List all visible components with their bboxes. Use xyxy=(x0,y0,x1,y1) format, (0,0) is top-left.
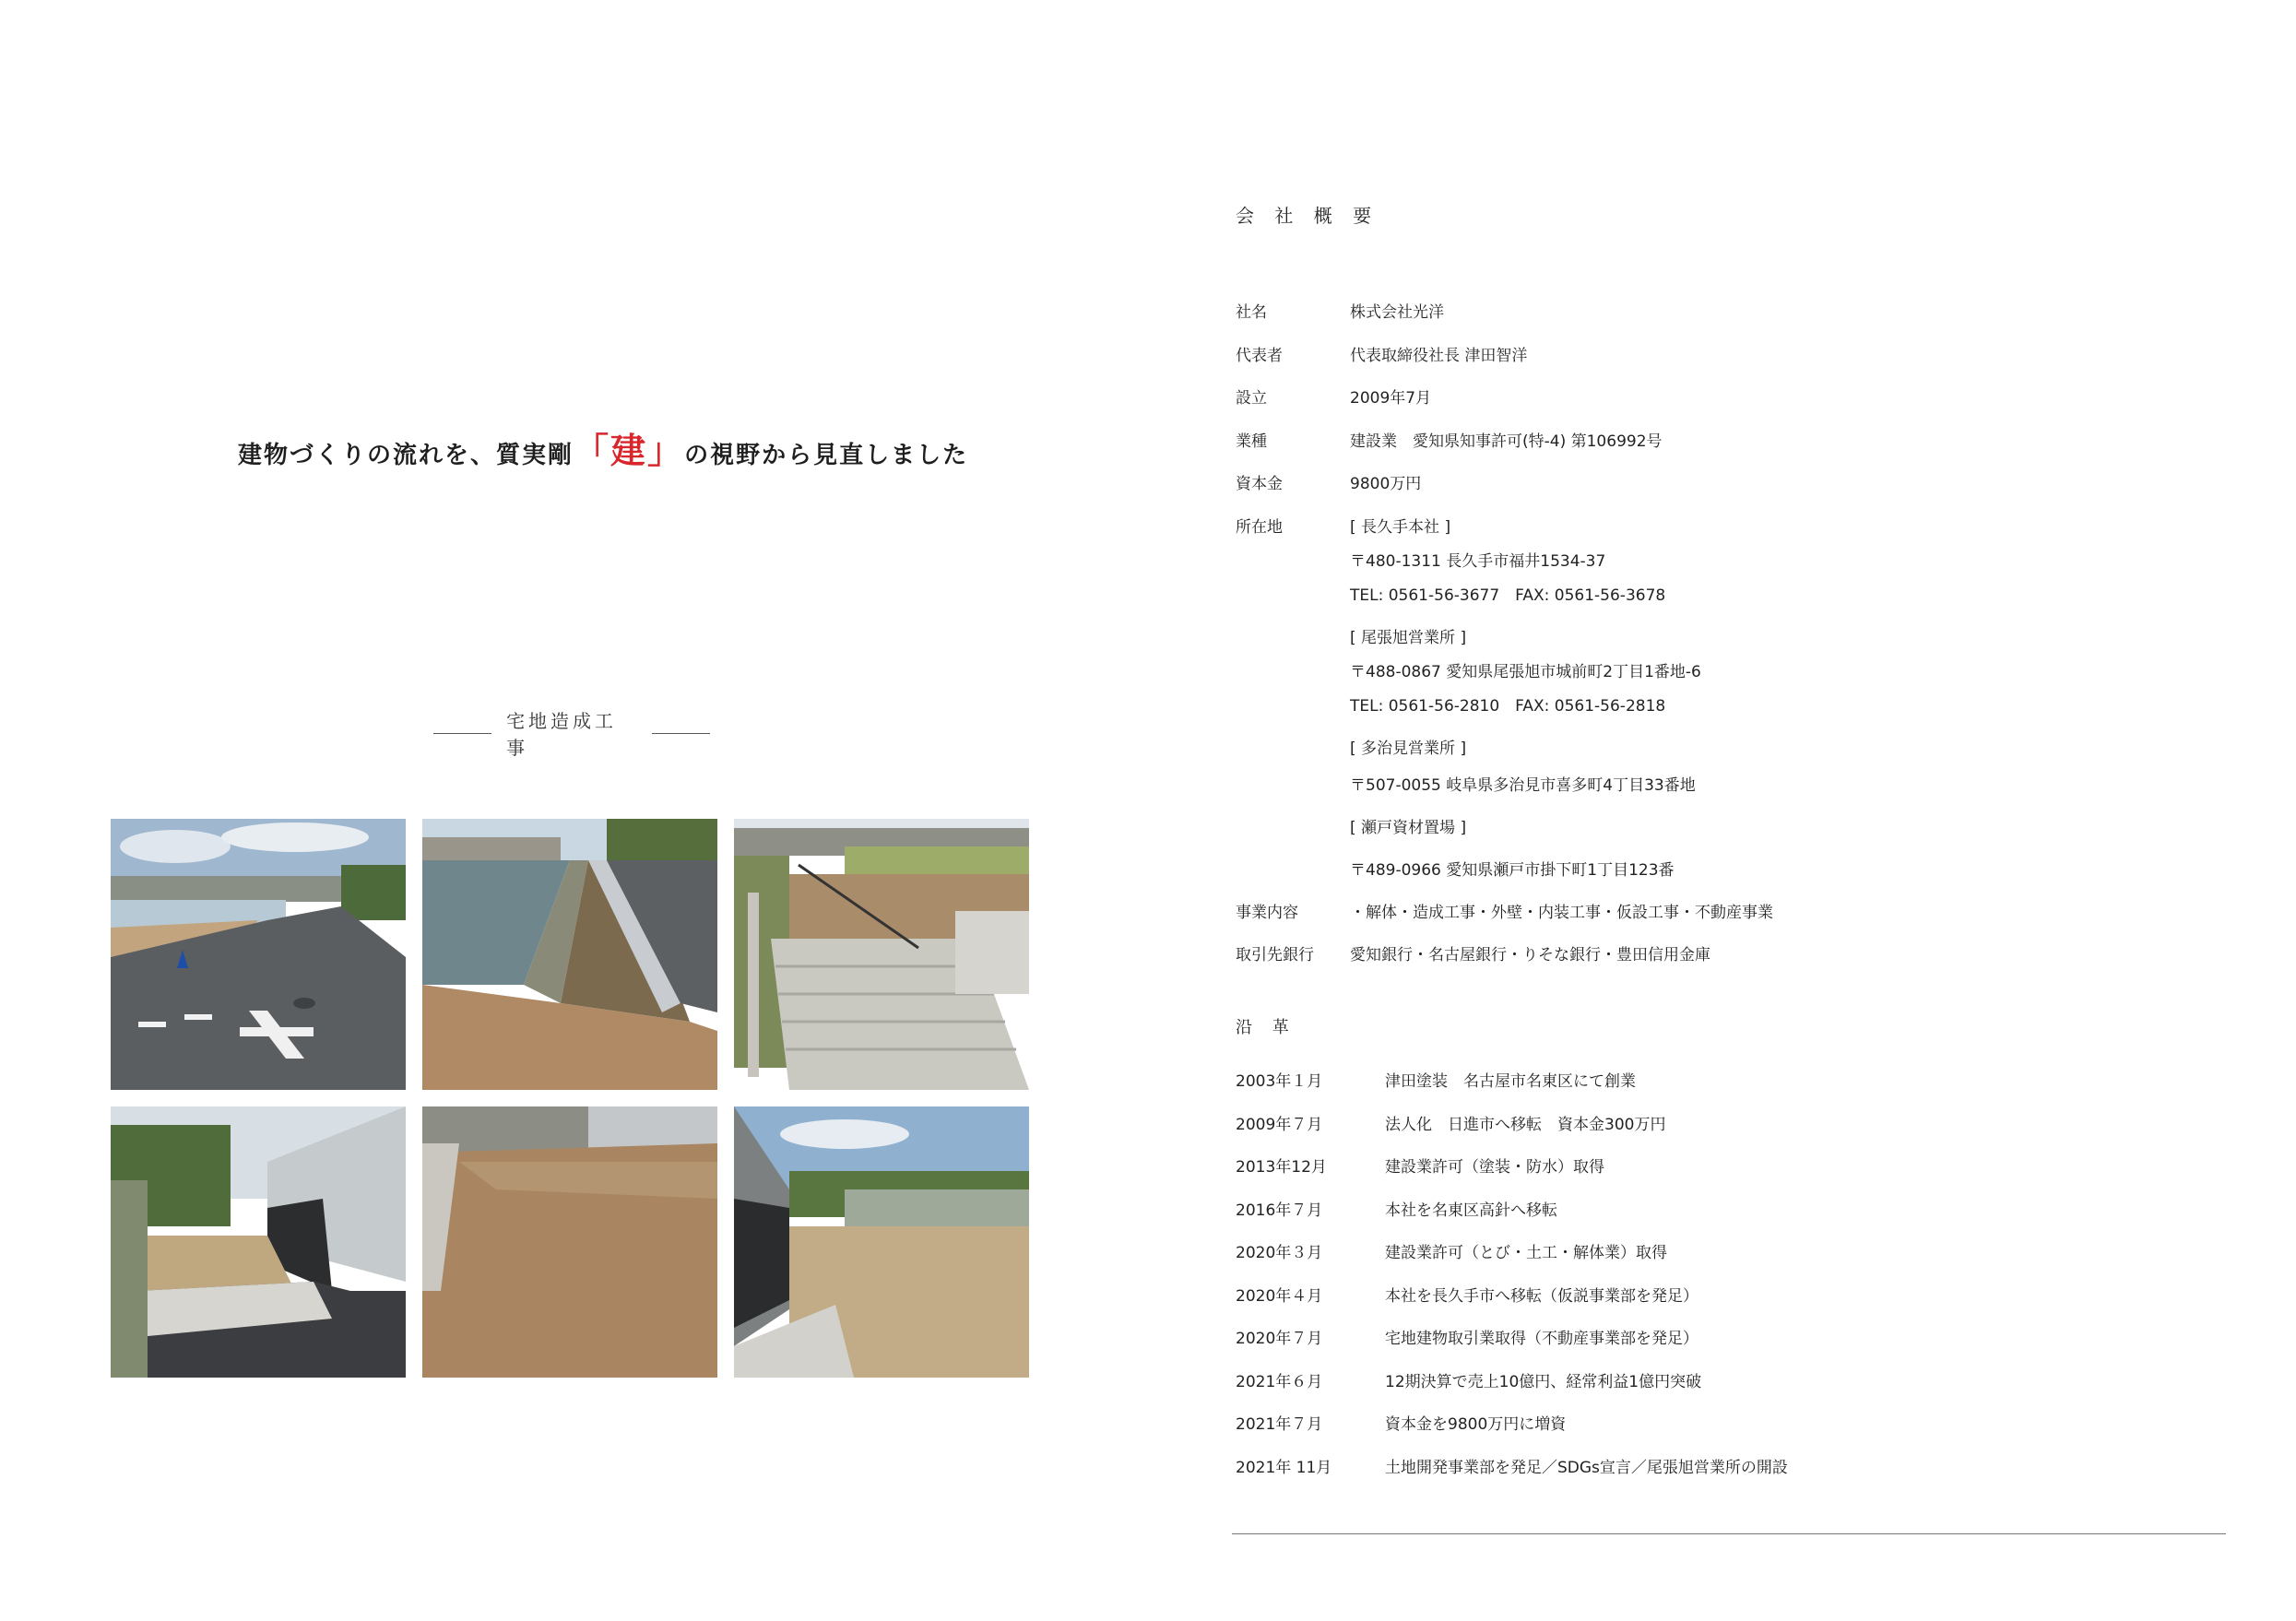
location-heading: [ 長久手本社 ] xyxy=(1350,517,1451,537)
headline-bracket-open: 「 xyxy=(574,431,611,471)
photo-fence-path xyxy=(111,1106,406,1378)
location-heading: [ 瀬戸資材置場 ] xyxy=(1350,818,1467,837)
location-address: 〒480-1311 長久手市福井1534-37 xyxy=(1350,551,1606,571)
history-item xyxy=(1236,1411,1936,1454)
location-address: 〒507-0055 岐阜県多治見市喜多町4丁目33番地 xyxy=(1350,775,1696,795)
profile-key: 取引先銀行 xyxy=(1236,946,1314,964)
history-item xyxy=(1236,1111,1936,1154)
headline-accent-kanji: 建 xyxy=(610,431,648,471)
history-item xyxy=(1236,1154,1936,1197)
profile-row-industry xyxy=(1236,428,1863,471)
profile-row-capital xyxy=(1236,470,1863,514)
profile-value: 愛知銀行・名古屋銀行・りそな銀行・豊田信用金庫 xyxy=(1350,946,1710,964)
history-date: 2021年 11月 xyxy=(1236,1458,1332,1477)
company-profile-table xyxy=(1236,299,1863,985)
history-item xyxy=(1236,1325,1936,1368)
history-date: 2020年７月 xyxy=(1236,1330,1323,1348)
location-heading: [ 多治見営業所 ] xyxy=(1350,739,1467,758)
profile-key: 所在地 xyxy=(1236,517,1283,537)
profile-key: 事業内容 xyxy=(1236,903,1298,922)
section-label-text: 宅地造成工事 xyxy=(506,710,618,759)
history-date: 2013年12月 xyxy=(1236,1158,1327,1177)
profile-value: 株式会社光洋 xyxy=(1350,303,1444,322)
photo-lot-fence xyxy=(734,1106,1029,1378)
history-date: 2009年７月 xyxy=(1236,1115,1323,1134)
location-phone: TEL: 0561-56-2810 FAX: 0561-56-2818 xyxy=(1350,696,1666,716)
location-address: 〒488-0867 愛知県尾張旭市城前町2丁目1番地-6 xyxy=(1350,662,1701,681)
profile-value: 代表取締役社長 津田智洋 xyxy=(1350,346,1528,365)
headline-text-before: 建物づくりの流れを、質実剛 xyxy=(238,442,574,469)
history-date: 2021年７月 xyxy=(1236,1415,1323,1434)
history-date: 2020年４月 xyxy=(1236,1286,1323,1306)
headline-bracket-close: 」 xyxy=(647,431,685,471)
profile-value: 2009年7月 xyxy=(1350,389,1432,408)
history-item xyxy=(1236,1068,1936,1111)
history-list xyxy=(1236,1068,1936,1497)
history-event: 建設業許可（塗装・防水）取得 xyxy=(1385,1158,1604,1177)
profile-row-representative xyxy=(1236,342,1863,385)
location-heading: [ 尾張旭営業所 ] xyxy=(1350,628,1467,647)
history-event: 本社を名東区高針へ移転 xyxy=(1385,1201,1557,1220)
history-event: 建設業許可（とび・土工・解体業）取得 xyxy=(1385,1244,1667,1262)
history-event: 12期決算で売上10億円、経常利益1億円突破 xyxy=(1385,1372,1702,1391)
history-item xyxy=(1236,1368,1936,1412)
history-event: 宅地建物取引業取得（不動産事業部を発足） xyxy=(1385,1330,1698,1348)
section-rule-left xyxy=(433,733,491,734)
profile-key: 資本金 xyxy=(1236,475,1283,493)
history-event: 資本金を9800万円に増資 xyxy=(1385,1415,1567,1434)
profile-key: 業種 xyxy=(1236,432,1267,451)
profile-value: ・解体・造成工事・外壁・内装工事・仮設工事・不動産事業 xyxy=(1350,903,1773,922)
history-item xyxy=(1236,1283,1936,1326)
photo-dirt-lot xyxy=(422,1106,717,1378)
bottom-divider xyxy=(1232,1533,2226,1534)
profile-row-banks xyxy=(1236,941,1863,985)
headline xyxy=(238,422,969,473)
history-date: 2021年６月 xyxy=(1236,1372,1323,1391)
profile-row-business xyxy=(1236,899,1863,942)
section-rule-right xyxy=(652,733,710,734)
history-event: 法人化 日進市へ移転 資本金300万円 xyxy=(1385,1115,1666,1134)
profile-row-established xyxy=(1236,385,1863,428)
section-label xyxy=(433,710,710,759)
profile-row-name xyxy=(1236,299,1863,342)
history-event: 土地開発事業部を発足／SDGs宣言／尾張旭営業所の開設 xyxy=(1385,1458,1788,1477)
profile-key: 代表者 xyxy=(1236,346,1283,365)
profile-value: 9800万円 xyxy=(1350,475,1422,493)
profile-key: 設立 xyxy=(1236,389,1267,408)
headline-text-after: の視野から見直しました xyxy=(684,442,969,469)
profile-row-locations xyxy=(1236,514,1863,899)
history-item xyxy=(1236,1197,1936,1240)
history-title: 沿 革 xyxy=(1236,1018,1296,1037)
history-event: 津田塗装 名古屋市名東区にて創業 xyxy=(1385,1072,1636,1091)
photo-waterside-slope xyxy=(422,819,717,1090)
location-phone: TEL: 0561-56-3677 FAX: 0561-56-3678 xyxy=(1350,586,1666,605)
location-address: 〒489-0966 愛知県瀬戸市掛下町1丁目123番 xyxy=(1350,860,1675,880)
history-item xyxy=(1236,1454,1936,1497)
history-item xyxy=(1236,1239,1936,1283)
company-profile-title: 会 社 概 要 xyxy=(1236,205,1379,227)
profile-key: 社名 xyxy=(1236,303,1267,322)
history-event: 本社を長久手市へ移転（仮説事業部を発足） xyxy=(1385,1286,1698,1306)
history-date: 2020年３月 xyxy=(1236,1244,1323,1262)
profile-value: 建設業 愛知県知事許可(特-4) 第106992号 xyxy=(1350,432,1663,451)
photo-road-lake xyxy=(111,819,406,1090)
photo-stairs xyxy=(734,819,1029,1090)
history-date: 2016年７月 xyxy=(1236,1201,1323,1220)
history-date: 2003年１月 xyxy=(1236,1072,1323,1091)
